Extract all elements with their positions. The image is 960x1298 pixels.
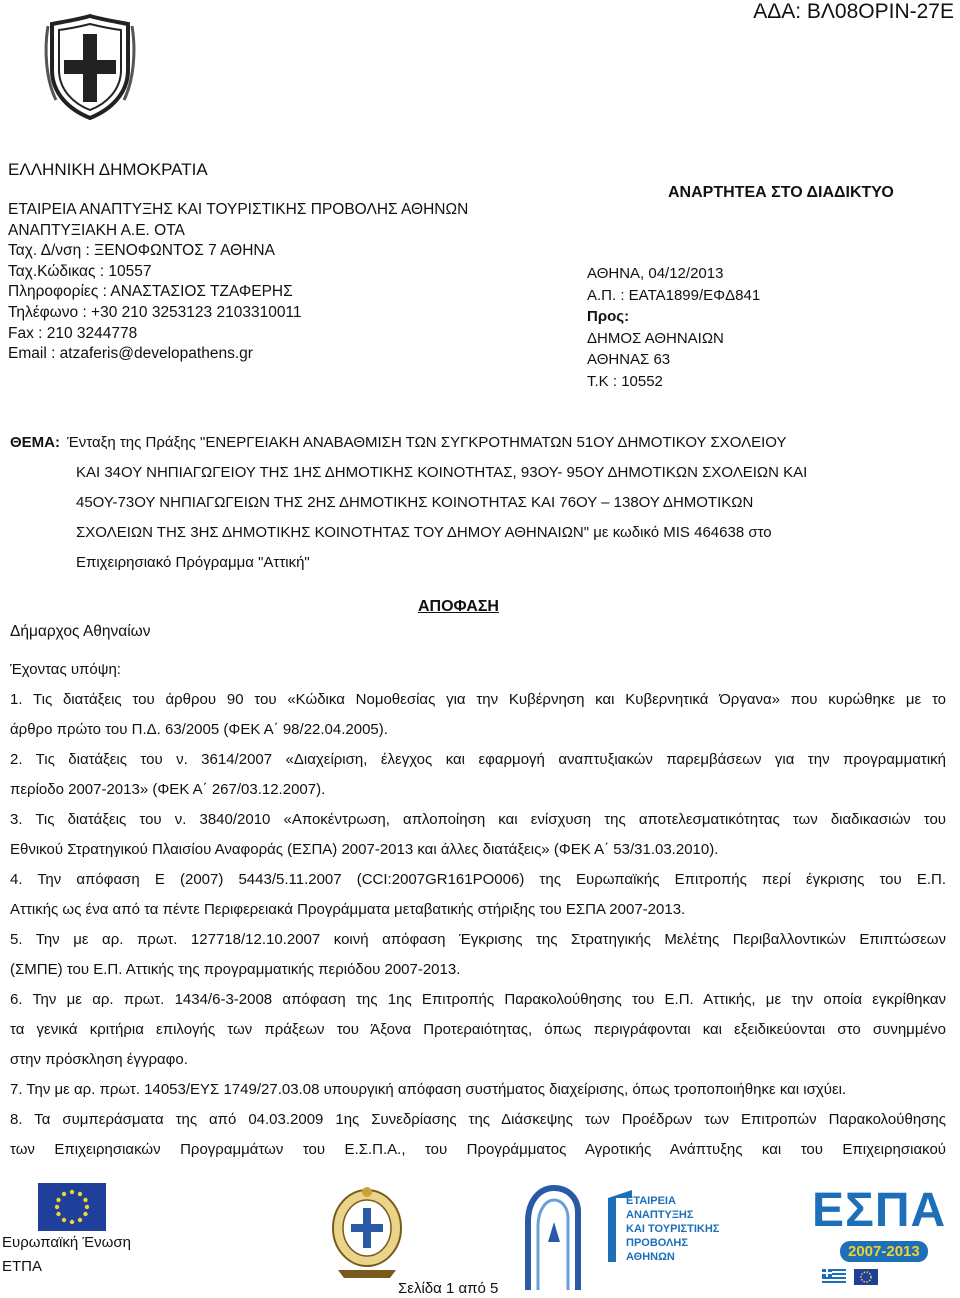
etairia-logo-text: ΚΑΙ ΤΟΥΡΙΣΤΙΚΗΣ [626, 1223, 720, 1235]
subject-line: ΚΑΙ 34ΟΥ ΝΗΠΙΑΓΩΓΕΙΟΥ ΤΗΣ 1ΗΣ ΔΗΜΟΤΙΚΗΣ ΚΟΙΝΟΤΗΤΑΣ, 93ΟΥ- 95ΟΥ ΔΗΜΟΤΙΚΩΝ ΣΧΟΛΕΙΩΝ ΚΑΙ [76, 464, 808, 481]
body-line: 1. Τις διατάξεις του άρθρου 90 του «Κώδικα Νομοθεσίας για την Κυβέρνηση και Κυβερνητικά Όργανα» που κυρώθηκε με το [10, 691, 946, 708]
etairia-logo [604, 1188, 734, 1272]
eu-label: Ευρωπαϊκή Ένωση [2, 1234, 131, 1251]
espa-logo-text: ΕΣΠΑ [812, 1184, 947, 1237]
to-label: Προς: [587, 308, 630, 326]
page-number: Σελίδα 1 από 5 [398, 1280, 499, 1297]
body-line: 5. Την με αρ. πρωτ. 127718/12.10.2007 κοινή απόφαση Έγκρισης της Στρατηγικής Μελέτης Περιβαλλοντικών Επιπτώσεων [10, 931, 946, 948]
subject-line: Επιχειρησιακό Πρόγραμμα "Αττική" [76, 554, 310, 571]
etpa-label: ΕΤΠΑ [2, 1258, 43, 1275]
sender-org-line1: ΕΤΑΙΡΕΙΑ ΑΝΑΠΤΥΞΗΣ ΚΑΙ ΤΟΥΡΙΣΤΙΚΗΣ ΠΡΟΒΟΛΗΣ ΑΘΗΝΩΝ [8, 201, 469, 218]
body-line: (ΣΜΠΕ) του Ε.Π. Αττικής της προγραμματικής περιόδου 2007-2013. [10, 961, 461, 978]
body-line: περίοδο 2007-2013» (ΦΕΚ Α΄ 267/03.12.2007). [10, 781, 326, 798]
greek-flag-icon [822, 1269, 846, 1285]
body-line: στην πρόσκληση έγγραφο. [10, 1051, 188, 1068]
espa-logo-years: 2007-2013 [840, 1241, 928, 1262]
ada-number: ΑΔΑ: ΒΛ08ΟΡΙΝ-27Ε [753, 0, 954, 23]
body-line: των Επιχειρησιακών Προγραμμάτων του Ε.Σ.Π.Α., του Προγράμματος Αγροτικής Ανάπτυξης και του Επιχειρησιακού [10, 1141, 946, 1158]
recipient-name: ΔΗΜΟΣ ΑΘΗΝΑΙΩΝ [587, 329, 724, 347]
body-line: 6. Την με αρ. πρωτ. 1434/6-3-2008 απόφαση της 1ης Επιτροπής Παρακολούθησης του Ε.Π. Αττικής, με την οποία εγκρίθηκαν [10, 991, 946, 1008]
body-line: τα γενικά κριτήρια επιλογής των πράξεων του Άξονα Προτεραιότητας, όπως περιγράφονται και εξειδικεύονται στο συνημμένο [10, 1021, 946, 1038]
authority-line: Δήμαρχος Αθηναίων [10, 623, 151, 640]
greek-emblem-icon [42, 10, 138, 122]
eu-small-flag-icon [854, 1269, 878, 1285]
etairia-logo-text: ΕΤΑΙΡΕΙΑ [626, 1195, 676, 1207]
body-line: Αττικής ως ένα από τα πέντε Περιφερειακά Προγράμματα μεταβατικής στήριξης του ΕΣΠΑ 2007-2013. [10, 901, 686, 918]
protocol-number: Α.Π. : ΕΑΤΑ1899/ΕΦΔ841 [587, 286, 761, 304]
etairia-logo-text: ΠΡΟΒΟΛΗΣ [626, 1237, 688, 1249]
sender-postcode: Ταχ.Κώδικας : 10557 [8, 262, 152, 280]
body-line: 2. Τις διατάξεις του ν. 3614/2007 «Διαχείριση, έλεγχος και εφαρμογή αναπτυξιακών παρεμβάσεων για την προγραμματική [10, 751, 946, 768]
recipient-postcode: Τ.Κ : 10552 [587, 372, 663, 390]
espa-logo [806, 1183, 946, 1293]
document-date: ΑΘΗΝΑ, 04/12/2013 [587, 265, 724, 282]
municipality-athens-logo-icon [328, 1184, 406, 1282]
body-line: άρθρο πρώτο του Π.Δ. 63/2005 (ΦΕΚ Α΄ 98/22.04.2005). [10, 721, 388, 738]
body-line: 4. Την απόφαση Ε (2007) 5443/5.11.2007 (CCI:2007GR161PO006) της Ευρωπαϊκής Επιτροπής περί έγκρισης του Ε.Π. [10, 871, 946, 888]
subject-line: ΣΧΟΛΕΙΩΝ ΤΗΣ 3ΗΣ ΔΗΜΟΤΙΚΗΣ ΚΟΙΝΟΤΗΤΑΣ ΤΟΥ ΔΗΜΟΥ ΑΘΗΝΑΙΩΝ" με κωδικό MIS 464638 στο [76, 524, 772, 541]
body-line: 8. Τα συμπεράσματα της από 04.03.2009 1ης Συνεδρίασης της Διάσκεψης των Προέδρων των Επιτροπών Παρακολούθησης [10, 1111, 946, 1128]
sender-org-line2: ΑΝΑΠΤΥΞΙΑΚΗ Α.Ε. ΟΤΑ [8, 221, 185, 239]
body-line: 7. Την με αρ. πρωτ. 14053/ΕΥΣ 1749/27.03.08 υπουργική απόφαση συστήματος διαχείρισης, όπως τροποποιήθηκε και ισχύει. [10, 1081, 847, 1098]
body-intro: Έχοντας υπόψη: [10, 661, 121, 678]
etairia-logo-text: ΑΘΗΝΩΝ [626, 1251, 675, 1263]
country-heading: ΕΛΛΗΝΙΚΗ ΔΗΜΟΚΡΑΤΙΑ [8, 160, 208, 179]
recipient-block [587, 263, 760, 393]
subject-line: Ένταξη της Πράξης "ΕΝΕΡΓΕΙΑΚΗ ΑΝΑΒΑΘΜΙΣΗ ΤΩΝ ΣΥΓΚΡΟΤΗΜΑΤΩΝ 51ΟΥ ΔΗΜΟΤΙΚΟΥ ΣΧΟΛΕΙΟΥ [67, 434, 787, 451]
subject-line: 45ΟΥ-73ΟΥ ΝΗΠΙΑΓΩΓΕΙΩΝ ΤΗΣ 2ΗΣ ΔΗΜΟΤΙΚΗΣ ΚΟΙΝΟΤΗΤΑΣ ΚΑΙ 76ΟΥ – 138ΟΥ ΔΗΜΟΤΙΚΩΝ [76, 494, 754, 511]
sender-address: Ταχ. Δ/νση : ΞΕΝΟΦΩΝΤΟΣ 7 ΑΘΗΝΑ [8, 242, 275, 260]
sender-fax: Fax : 210 3244778 [8, 324, 138, 342]
subject-label: ΘΕΜΑ: [10, 434, 60, 451]
decision-title: ΑΠΟΦΑΣΗ [418, 598, 499, 615]
athena-logo-icon [520, 1182, 584, 1294]
sender-phone: Τηλέφωνο : +30 210 3253123 2103310011 [8, 303, 302, 321]
body-line: Εθνικού Στρατηγικού Πλαισίου Αναφοράς (ΕΣΠΑ) 2007-2013 και άλλες διατάξεις» (ΦΕΚ Α΄ 53/31.03.2010). [10, 841, 719, 858]
etairia-logo-text: ΑΝΑΠΤΥΞΗΣ [626, 1209, 694, 1221]
sender-email: Email : atzaferis@developathens.gr [8, 345, 253, 363]
eu-flag-icon [38, 1183, 106, 1231]
sender-info: Πληροφορίες : ΑΝΑΣΤΑΣΙΟΣ ΤΖΑΦΕΡΗΣ [8, 283, 293, 301]
body-line: 3. Τις διατάξεις του ν. 3840/2010 «Αποκέντρωση, απλοποίηση και ενίσχυση της αποτελεσματικότητας των διαδικασιών του [10, 811, 946, 828]
recipient-address: ΑΘΗΝΑΣ 63 [587, 351, 671, 369]
sender-block [8, 160, 568, 365]
posting-notice: ΑΝΑΡΤΗΤΕΑ ΣΤΟ ΔΙΑΔΙΚΤΥΟ [668, 184, 894, 201]
